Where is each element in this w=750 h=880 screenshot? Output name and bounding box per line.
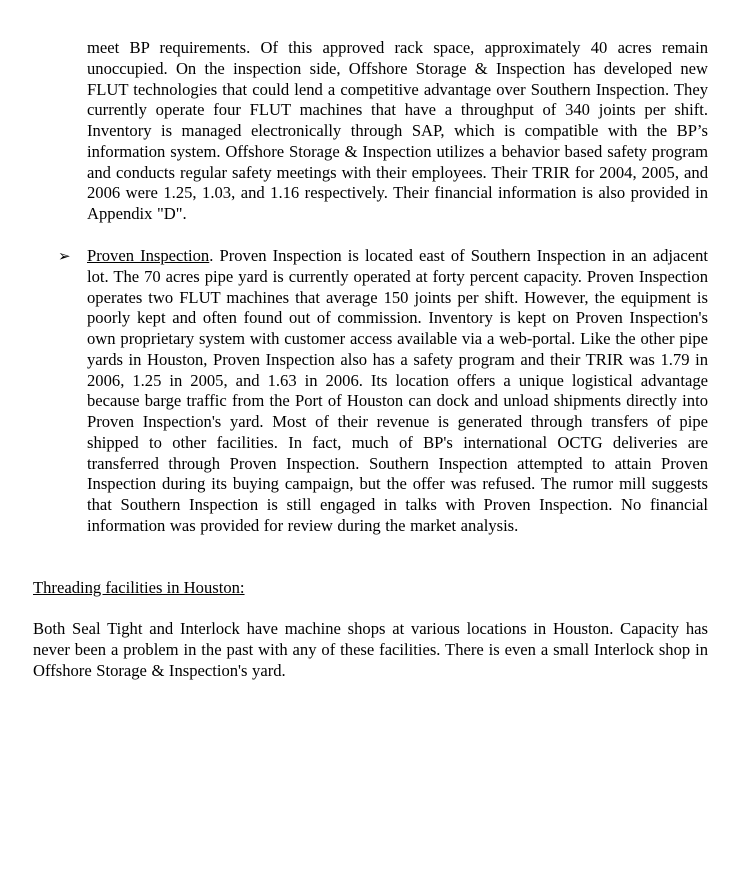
bullet-title: Proven Inspection [87, 246, 210, 265]
bullet-title-suffix: . [209, 246, 214, 265]
section-heading-threading-facilities: Threading facilities in Houston: [33, 578, 245, 597]
arrowhead-bullet-icon: ➢ [58, 247, 71, 265]
bullet-text: Proven Inspection is located east of Southern Inspection in an adjacent lot. The 70 acres pipe yard is currently operated at forty percent capacity. Proven Inspection operates two FLUT machines that average 150 joints per shift. However, the equipment is poorly kept and often found out of commission. Inventory is kept on Proven Inspection's own proprietary system with customer access available via a web-portal. Like the other pipe yards in Houston, Proven Inspection also has a safety program and their TRIR was 1.79 in 2006, 1.25 in 2005, and 1.63 in 2006. Its location offers a unique logistical advantage because barge traffic from the Port of Houston can dock and unload shipments directly into Proven Inspection's yard. Most of their revenue is generated through transfers of pipe shipped to other facilities. In fact, much of BP's international OCTG deliveries are transferred through Proven Inspection. Southern Inspection attempted to attain Proven Inspection during its buying campaign, but the offer was refused. The rumor mill suggests that Southern Inspection is still engaged in talks with Proven Inspection. No financial information was provided for review during the market analysis. [87, 246, 708, 535]
bullet-body [87, 246, 708, 537]
offshore-storage-continued-paragraph: meet BP requirements. Of this approved rack space, approximately 40 acres remain unoccupied. On the inspection side, Offshore Storage & Inspection has developed new FLUT technologies that could lend a competitive advantage over Southern Inspection. They currently operate four FLUT machines that have a throughput of 340 joints per shift. Inventory is managed electronically through SAP, which is compatible with the BP’s information system. Offshore Storage & Inspection utilizes a behavior based safety program and conducts regular safety meetings with their employees. Their TRIR for 2004, 2005, and 2006 were 1.25, 1.03, and 1.16 respectively. Their financial information is also provided in Appendix "D". [87, 38, 708, 223]
threading-facilities-paragraph: Both Seal Tight and Interlock have machine shops at various locations in Houston. Capacity has never been a problem in the past with any of these facilities. There is even a small Interlock shop in Offshore Storage & Inspection's yard. [33, 619, 708, 680]
